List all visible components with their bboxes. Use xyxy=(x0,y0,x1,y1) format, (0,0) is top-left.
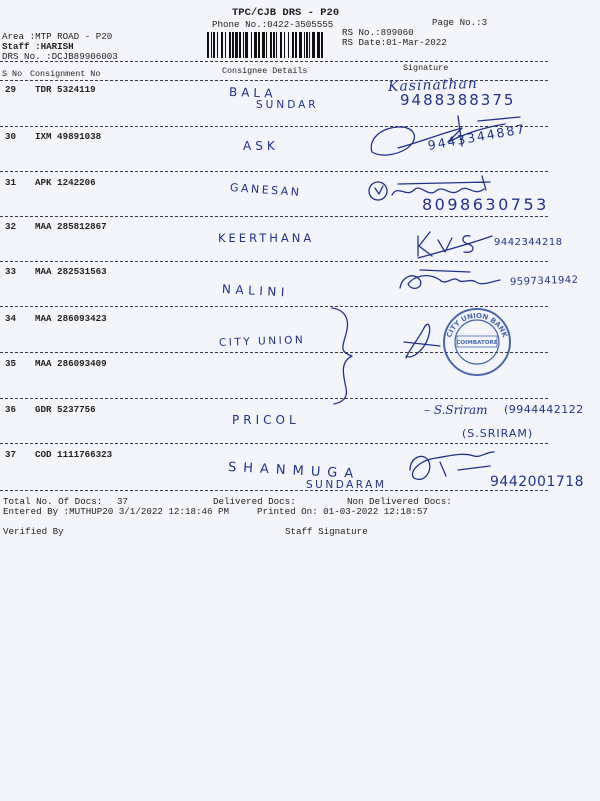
barcode-bar xyxy=(243,32,244,58)
barcode-bar xyxy=(321,32,323,58)
divider xyxy=(0,443,548,444)
divider xyxy=(0,490,548,491)
barcode-bar xyxy=(232,32,234,58)
row-serial-number: 33 xyxy=(5,266,17,277)
row-consignee-name: KEERTHANA xyxy=(218,231,315,245)
row-consignment-number: MAA 286093423 xyxy=(35,313,107,324)
barcode-bar xyxy=(229,32,231,58)
row-consignee-name: SHANMUGA xyxy=(227,460,361,482)
row-consignment-number: TDR 5324119 xyxy=(35,84,96,95)
row-consignment-number: APK 1242206 xyxy=(35,177,96,188)
signature-scribble xyxy=(375,176,490,195)
row-serial-number: 32 xyxy=(5,221,17,232)
row-consignee-name: GANESAN xyxy=(229,181,302,199)
signature-scribble xyxy=(400,270,500,288)
rs-date: RS Date:01-Mar-2022 xyxy=(342,37,447,48)
barcode-bar xyxy=(258,32,260,58)
staff-signature-label: Staff Signature xyxy=(285,526,368,537)
row-consignee-name: CITY UNION xyxy=(218,333,306,349)
area-field: Area :MTP ROAD - P20 xyxy=(2,31,113,42)
barcode-bar xyxy=(299,32,302,58)
row-serial-number: 29 xyxy=(5,84,17,95)
signature-scribble xyxy=(369,182,387,200)
row-consignment-number: COD 1111766323 xyxy=(35,449,113,460)
signature-scribble xyxy=(418,232,492,258)
row-consignment-number: MAA 282531563 xyxy=(35,266,107,277)
barcode-bar xyxy=(211,32,212,58)
verified-by-label: Verified By xyxy=(3,526,64,537)
barcode-bar xyxy=(280,32,282,58)
barcode-bar xyxy=(317,32,320,58)
stamp-center-text: COIMBATORE xyxy=(456,340,498,346)
column-header-serial: S No xyxy=(2,69,23,79)
column-header-signature: Signature xyxy=(403,63,449,73)
barcode-bar xyxy=(312,32,315,58)
barcode-bar xyxy=(262,32,265,58)
barcode-bar xyxy=(221,32,223,58)
row-signature-phone: (9944442122 xyxy=(504,403,584,416)
printed-on: Printed On: 01-03-2022 12:18:57 xyxy=(257,506,428,517)
row-serial-number: 37 xyxy=(5,449,17,460)
divider xyxy=(0,306,548,307)
entered-by: Entered By :MUTHUP20 3/1/2022 12:18:46 PM xyxy=(3,506,230,517)
row-signature-phone: 9442001718 xyxy=(490,474,585,490)
stamp-outer-ring xyxy=(444,309,510,375)
curly-brace xyxy=(332,308,352,404)
row-consignment-number: IXM 49891038 xyxy=(35,131,102,142)
row-signature-phone: 9488388375 xyxy=(400,91,516,109)
barcode-bar xyxy=(288,32,289,58)
row-serial-number: 35 xyxy=(5,358,17,369)
rs-number: RS No.:899060 xyxy=(342,27,414,38)
stamp-inner-ring xyxy=(455,320,499,364)
barcode-bar xyxy=(239,32,241,58)
stamp-arc-label: CITY UNION BANK xyxy=(445,311,509,339)
barcode-bar xyxy=(276,32,277,58)
row-signature-name: – S.Sriram xyxy=(424,403,488,417)
barcode-bar xyxy=(217,32,218,58)
divider xyxy=(0,352,548,353)
row-consignee-name: NALINI xyxy=(221,282,290,300)
barcode-bar xyxy=(225,32,226,58)
column-header-consignee: Consignee Details xyxy=(222,66,308,76)
non-delivered-docs-label: Non Delivered Docs: xyxy=(347,496,452,507)
document-title: TPC/CJB DRS - P20 xyxy=(232,7,340,19)
row-consignee-name: SUNDARAM xyxy=(306,479,387,491)
barcode-bar xyxy=(292,32,294,58)
row-serial-number: 30 xyxy=(5,131,17,142)
divider xyxy=(0,171,548,172)
barcode-bar xyxy=(245,32,248,58)
divider xyxy=(0,261,548,262)
barcode-bar xyxy=(270,32,272,58)
barcode-bar xyxy=(306,32,308,58)
stamp-arc-guide xyxy=(450,318,504,345)
row-serial-number: 31 xyxy=(5,177,17,188)
divider xyxy=(0,126,548,127)
barcode-bar xyxy=(251,32,252,58)
bank-stamp xyxy=(444,309,510,375)
barcode-bar xyxy=(213,32,215,58)
signature-scribble xyxy=(410,452,494,479)
barcode-bar xyxy=(304,32,305,58)
barcode-bar xyxy=(266,32,267,58)
row-serial-number: 36 xyxy=(5,404,17,415)
row-signature-phone: 9597341942 xyxy=(509,274,579,288)
drs-number: DRS No. :DCJB89906003 xyxy=(2,51,118,62)
barcode-bar xyxy=(309,32,310,58)
total-docs-value: 37 xyxy=(117,496,129,507)
row-signature-note: (S.SRIRAM) xyxy=(462,427,534,440)
row-consignee-name: BALA xyxy=(228,85,277,101)
row-signature-phone: 9443344887 xyxy=(426,120,528,153)
barcode xyxy=(207,32,325,58)
row-consignee-name: SUNDAR xyxy=(256,99,319,111)
row-serial-number: 34 xyxy=(5,313,17,324)
divider xyxy=(0,216,548,217)
barcode-bar xyxy=(284,32,285,58)
row-signature-phone: 9442344218 xyxy=(494,237,563,248)
row-signature-name: Kasinathan xyxy=(387,75,479,95)
delivered-docs-label: Delivered Docs: xyxy=(213,496,296,507)
page-number: Page No.:3 xyxy=(432,17,488,28)
row-consignee-name: PRICOL xyxy=(232,413,300,427)
barcode-bar xyxy=(254,32,257,58)
stamp-center-box xyxy=(457,336,497,347)
barcode-bar xyxy=(207,32,209,58)
row-consignment-number: MAA 285812867 xyxy=(35,221,107,232)
row-signature-phone: 8098630753 xyxy=(422,195,549,214)
stamp-arc-text xyxy=(445,312,509,339)
divider xyxy=(0,61,548,62)
barcode-bar xyxy=(273,32,275,58)
divider xyxy=(0,398,548,399)
phone-number: Phone No.:0422-3505555 xyxy=(212,19,334,30)
total-docs-label: Total No. Of Docs: xyxy=(3,496,103,507)
staff-field: Staff :HARISH xyxy=(2,41,74,52)
barcode-bar xyxy=(295,32,297,58)
barcode-bar xyxy=(235,32,238,58)
column-header-consignment: Consignment No xyxy=(30,69,101,79)
row-consignee-name: ASK xyxy=(243,139,279,153)
row-consignment-number: GDR 5237756 xyxy=(35,404,96,415)
row-consignment-number: MAA 286093409 xyxy=(35,358,107,369)
